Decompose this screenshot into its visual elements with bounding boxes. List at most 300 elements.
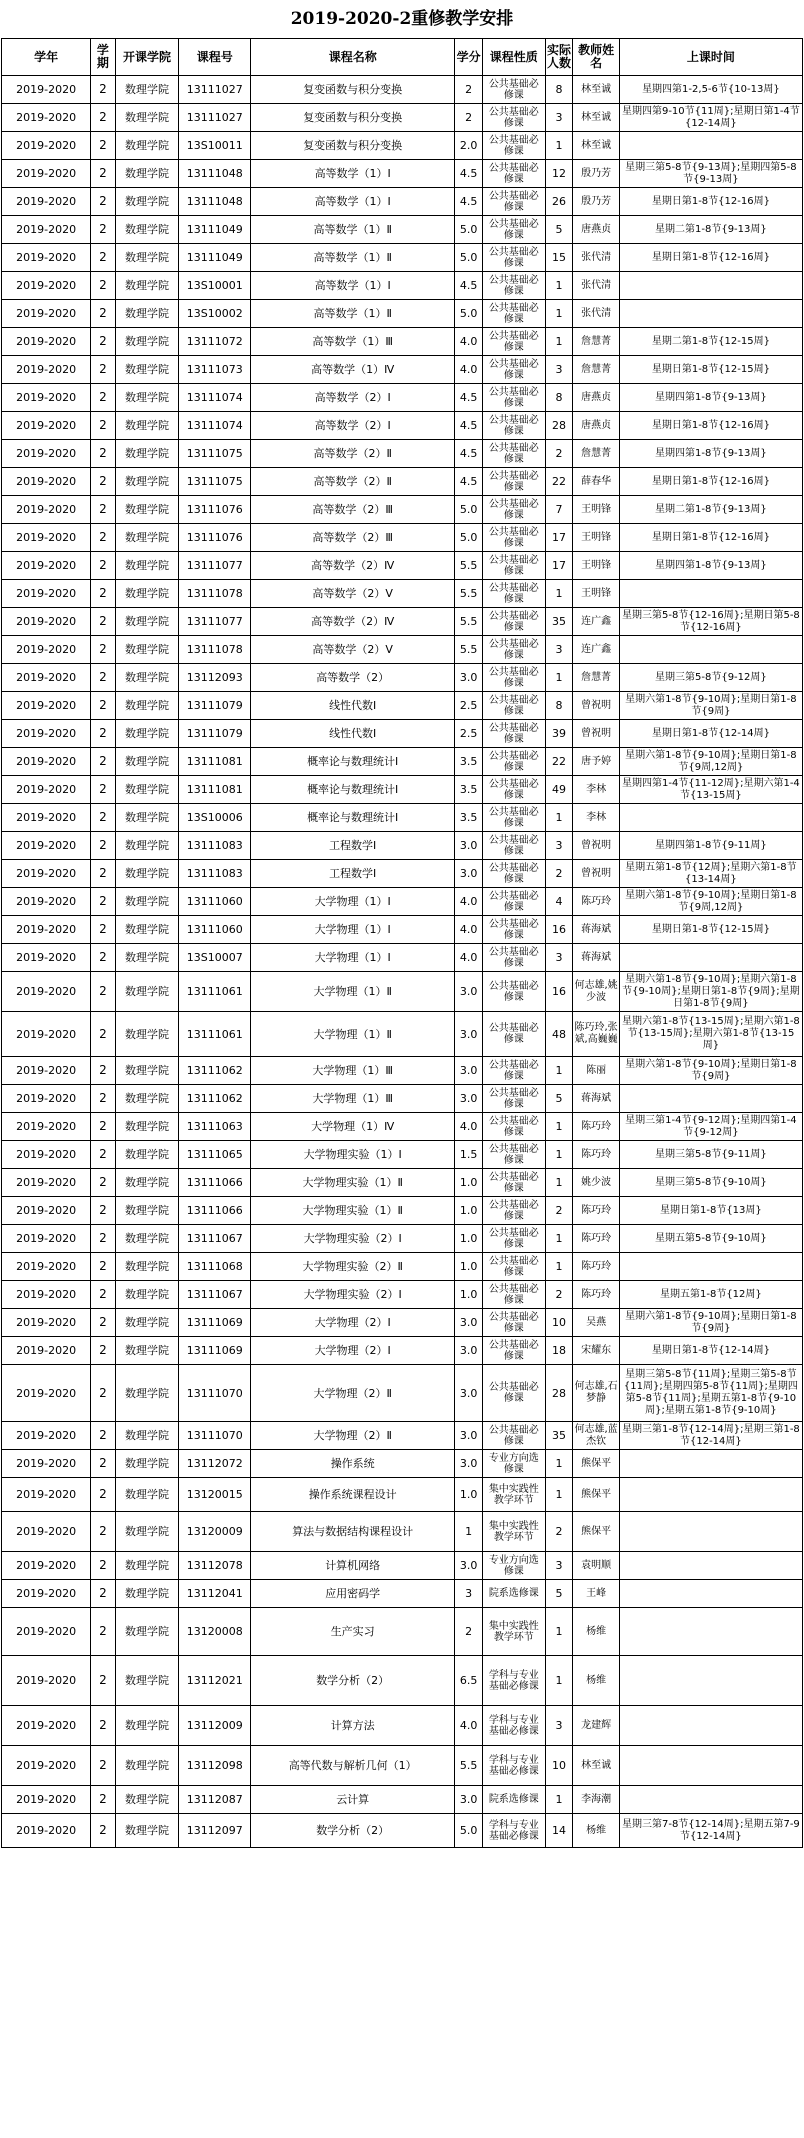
page-title: 2019-2020-2重修教学安排: [290, 9, 514, 29]
cell-college: 数理学院: [115, 384, 179, 412]
table-row: [2, 412, 803, 440]
cell-college: 数理学院: [115, 1141, 179, 1169]
cell-credit: 3.0: [455, 1057, 483, 1085]
cell-credit: 4.0: [455, 356, 483, 384]
cell-time: 星期二第1-8节{12-15周}: [619, 328, 802, 356]
cell-term: 2: [91, 244, 115, 272]
cell-nature: 公共基础必修课: [483, 76, 546, 104]
cell-credit: 5.5: [455, 580, 483, 608]
cell-college: 数理学院: [115, 1085, 179, 1113]
cell-name: 大学物理实验（1）Ⅱ: [251, 1197, 455, 1225]
cell-college: 数理学院: [115, 300, 179, 328]
cell-teacher: 蒋海斌: [573, 1085, 619, 1113]
cell-code: 13111076: [179, 496, 251, 524]
cell-name: 大学物理（1）Ⅲ: [251, 1057, 455, 1085]
cell-term: 2: [91, 776, 115, 804]
cell-time: [619, 1786, 802, 1814]
cell-nature: 院系选修课: [483, 1786, 546, 1814]
table-row: [2, 468, 803, 496]
cell-nature: 集中实践性教学环节: [483, 1608, 546, 1656]
cell-time: 星期二第1-8节{9-13周}: [619, 496, 802, 524]
cell-name: 线性代数Ⅰ: [251, 692, 455, 720]
cell-college: 数理学院: [115, 216, 179, 244]
cell-credit: 1.0: [455, 1478, 483, 1512]
cell-code: 13S10011: [179, 132, 251, 160]
cell-college: 数理学院: [115, 1309, 179, 1337]
cell-name: 高等数学（2）Ⅱ: [251, 440, 455, 468]
cell-nature: 公共基础必修课: [483, 412, 546, 440]
cell-nature: 公共基础必修课: [483, 1197, 546, 1225]
cell-college: 数理学院: [115, 608, 179, 636]
cell-time: [619, 1608, 802, 1656]
cell-teacher: 林至诚: [573, 104, 619, 132]
cell-college: 数理学院: [115, 1450, 179, 1478]
cell-count: 1: [545, 1057, 573, 1085]
cell-name: 计算方法: [251, 1706, 455, 1746]
cell-college: 数理学院: [115, 1365, 179, 1422]
cell-code: 13111061: [179, 972, 251, 1012]
cell-teacher: 宋耀东: [573, 1337, 619, 1365]
cell-teacher: 连广鑫: [573, 608, 619, 636]
cell-code: 13111065: [179, 1141, 251, 1169]
cell-nature: 公共基础必修课: [483, 328, 546, 356]
cell-college: 数理学院: [115, 1580, 179, 1608]
cell-count: 26: [545, 188, 573, 216]
cell-nature: 公共基础必修课: [483, 1113, 546, 1141]
cell-code: 13111061: [179, 1012, 251, 1057]
cell-teacher: 袁明顺: [573, 1552, 619, 1580]
cell-term: 2: [91, 1656, 115, 1706]
cell-nature: 公共基础必修课: [483, 1253, 546, 1281]
table-row: [2, 1706, 803, 1746]
cell-count: 5: [545, 1580, 573, 1608]
cell-term: 2: [91, 1422, 115, 1450]
table-row: [2, 1608, 803, 1656]
cell-teacher: 唐燕贞: [573, 384, 619, 412]
cell-year: 2019-2020: [2, 1169, 91, 1197]
cell-term: 2: [91, 636, 115, 664]
cell-credit: 4.0: [455, 944, 483, 972]
table-row: [2, 1253, 803, 1281]
table-row: [2, 720, 803, 748]
cell-count: 1: [545, 1141, 573, 1169]
cell-nature: 公共基础必修课: [483, 1309, 546, 1337]
cell-name: 大学物理（2）Ⅰ: [251, 1337, 455, 1365]
table-row: [2, 300, 803, 328]
cell-teacher: 王明锋: [573, 524, 619, 552]
cell-college: 数理学院: [115, 1057, 179, 1085]
cell-count: 3: [545, 1706, 573, 1746]
cell-code: 13111062: [179, 1085, 251, 1113]
cell-term: 2: [91, 104, 115, 132]
cell-term: 2: [91, 1057, 115, 1085]
cell-name: 高等数学（2）Ⅱ: [251, 468, 455, 496]
cell-nature: 公共基础必修课: [483, 1085, 546, 1113]
cell-time: [619, 1450, 802, 1478]
cell-code: 13111070: [179, 1422, 251, 1450]
table-row: [2, 608, 803, 636]
cell-term: 2: [91, 832, 115, 860]
cell-code: 13111081: [179, 748, 251, 776]
cell-credit: 1.0: [455, 1225, 483, 1253]
cell-college: 数理学院: [115, 972, 179, 1012]
cell-name: 大学物理（1）Ⅰ: [251, 944, 455, 972]
cell-year: 2019-2020: [2, 1365, 91, 1422]
cell-time: 星期五第1-8节{12周};星期六第1-8节{13-14周}: [619, 860, 802, 888]
cell-credit: 5.0: [455, 496, 483, 524]
cell-name: 大学物理（1）Ⅰ: [251, 916, 455, 944]
cell-term: 2: [91, 132, 115, 160]
cell-year: 2019-2020: [2, 188, 91, 216]
cell-college: 数理学院: [115, 664, 179, 692]
cell-code: 13111060: [179, 916, 251, 944]
cell-year: 2019-2020: [2, 1197, 91, 1225]
cell-college: 数理学院: [115, 944, 179, 972]
table-row: [2, 328, 803, 356]
cell-college: 数理学院: [115, 356, 179, 384]
cell-year: 2019-2020: [2, 748, 91, 776]
cell-nature: 公共基础必修课: [483, 440, 546, 468]
cell-count: 1: [545, 300, 573, 328]
table-row: [2, 356, 803, 384]
cell-time: 星期日第1-8节{12-16周}: [619, 412, 802, 440]
cell-term: 2: [91, 664, 115, 692]
cell-college: 数理学院: [115, 524, 179, 552]
cell-nature: 公共基础必修课: [483, 748, 546, 776]
cell-nature: 公共基础必修课: [483, 664, 546, 692]
cell-credit: 2: [455, 1608, 483, 1656]
cell-year: 2019-2020: [2, 916, 91, 944]
cell-teacher: 唐予婷: [573, 748, 619, 776]
cell-term: 2: [91, 1365, 115, 1422]
cell-count: 8: [545, 692, 573, 720]
cell-name: 应用密码学: [251, 1580, 455, 1608]
cell-teacher: 龙建辉: [573, 1706, 619, 1746]
cell-code: 13111062: [179, 1057, 251, 1085]
cell-count: 22: [545, 468, 573, 496]
cell-teacher: 陈巧玲: [573, 1225, 619, 1253]
cell-count: 1: [545, 272, 573, 300]
cell-code: 13112078: [179, 1552, 251, 1580]
cell-code: 13111069: [179, 1309, 251, 1337]
cell-term: 2: [91, 692, 115, 720]
cell-term: 2: [91, 552, 115, 580]
cell-count: 1: [545, 664, 573, 692]
cell-year: 2019-2020: [2, 636, 91, 664]
header-credit: 学分: [455, 39, 483, 76]
cell-teacher: 熊保平: [573, 1450, 619, 1478]
cell-nature: 学科与专业基础必修课: [483, 1706, 546, 1746]
cell-time: 星期四第1-4节{11-12周};星期六第1-4节{13-15周}: [619, 776, 802, 804]
cell-count: 10: [545, 1746, 573, 1786]
cell-code: 13112093: [179, 664, 251, 692]
cell-teacher: 唐燕贞: [573, 216, 619, 244]
cell-year: 2019-2020: [2, 1814, 91, 1848]
cell-teacher: 詹慧菁: [573, 664, 619, 692]
cell-term: 2: [91, 1141, 115, 1169]
cell-time: 星期六第1-8节{13-15周};星期六第1-8节{13-15周};星期六第1-8节{13-15周}: [619, 1012, 802, 1057]
cell-term: 2: [91, 328, 115, 356]
table-row: [2, 664, 803, 692]
cell-nature: 公共基础必修课: [483, 356, 546, 384]
cell-teacher: 何志雄,蓝杰钦: [573, 1422, 619, 1450]
cell-count: 1: [545, 1169, 573, 1197]
cell-time: 星期日第1-8节{12-16周}: [619, 524, 802, 552]
cell-code: 13111048: [179, 160, 251, 188]
cell-year: 2019-2020: [2, 832, 91, 860]
cell-time: 星期三第5-8节{9-13周};星期四第5-8节{9-13周}: [619, 160, 802, 188]
cell-code: 13120009: [179, 1512, 251, 1552]
table-row: [2, 552, 803, 580]
cell-name: 大学物理（1）Ⅱ: [251, 972, 455, 1012]
cell-teacher: 蒋海斌: [573, 916, 619, 944]
cell-code: 13111079: [179, 720, 251, 748]
cell-year: 2019-2020: [2, 1057, 91, 1085]
cell-credit: 5.0: [455, 216, 483, 244]
cell-code: 13111075: [179, 468, 251, 496]
cell-term: 2: [91, 748, 115, 776]
cell-college: 数理学院: [115, 1197, 179, 1225]
cell-college: 数理学院: [115, 1478, 179, 1512]
cell-code: 13S10007: [179, 944, 251, 972]
cell-time: 星期四第1-2,5-6节{10-13周}: [619, 76, 802, 104]
header-row: [2, 39, 803, 76]
cell-time: 星期六第1-8节{9-10周};星期日第1-8节{9周,12周}: [619, 748, 802, 776]
cell-nature: 公共基础必修课: [483, 888, 546, 916]
cell-count: 35: [545, 608, 573, 636]
cell-term: 2: [91, 1309, 115, 1337]
cell-nature: 公共基础必修课: [483, 1012, 546, 1057]
cell-count: 3: [545, 832, 573, 860]
cell-count: 3: [545, 104, 573, 132]
cell-name: 大学物理（2）Ⅱ: [251, 1365, 455, 1422]
cell-credit: 4.0: [455, 1113, 483, 1141]
cell-time: 星期五第5-8节{9-10周}: [619, 1225, 802, 1253]
cell-code: 13111083: [179, 832, 251, 860]
cell-name: 高等数学（1）Ⅳ: [251, 356, 455, 384]
cell-teacher: 詹慧菁: [573, 440, 619, 468]
table-row: [2, 1225, 803, 1253]
cell-credit: 2: [455, 104, 483, 132]
cell-credit: 3.0: [455, 1085, 483, 1113]
cell-college: 数理学院: [115, 1608, 179, 1656]
cell-nature: 专业方向选修课: [483, 1552, 546, 1580]
header-teacher: 教师姓名: [573, 39, 619, 76]
cell-code: 13112009: [179, 1706, 251, 1746]
cell-term: 2: [91, 1225, 115, 1253]
cell-credit: 3.0: [455, 664, 483, 692]
cell-name: 高等数学（2）Ⅴ: [251, 636, 455, 664]
cell-count: 3: [545, 636, 573, 664]
cell-count: 8: [545, 384, 573, 412]
header-count: 实际人数: [545, 39, 573, 76]
cell-name: 高等代数与解析几何（1）: [251, 1746, 455, 1786]
cell-time: [619, 944, 802, 972]
cell-count: 8: [545, 76, 573, 104]
cell-time: 星期日第1-8节{12-15周}: [619, 916, 802, 944]
cell-count: 1: [545, 804, 573, 832]
cell-credit: 3: [455, 1580, 483, 1608]
schedule-table: [1, 38, 803, 1848]
cell-time: [619, 132, 802, 160]
cell-nature: 公共基础必修课: [483, 916, 546, 944]
cell-nature: 学科与专业基础必修课: [483, 1814, 546, 1848]
cell-credit: 5.0: [455, 244, 483, 272]
cell-credit: 5.5: [455, 1746, 483, 1786]
cell-count: 39: [545, 720, 573, 748]
table-row: [2, 496, 803, 524]
cell-name: 高等数学（2）Ⅴ: [251, 580, 455, 608]
cell-name: 高等数学（2）Ⅳ: [251, 552, 455, 580]
cell-code: 13111067: [179, 1281, 251, 1309]
cell-credit: 4.0: [455, 1706, 483, 1746]
cell-time: 星期日第1-8节{12-16周}: [619, 244, 802, 272]
cell-credit: 1: [455, 1512, 483, 1552]
cell-credit: 4.0: [455, 916, 483, 944]
cell-college: 数理学院: [115, 104, 179, 132]
cell-college: 数理学院: [115, 1706, 179, 1746]
cell-credit: 3.0: [455, 1337, 483, 1365]
cell-credit: 4.5: [455, 440, 483, 468]
cell-count: 35: [545, 1422, 573, 1450]
cell-teacher: 曾祝明: [573, 692, 619, 720]
table-row: [2, 636, 803, 664]
cell-count: 10: [545, 1309, 573, 1337]
cell-credit: 4.5: [455, 188, 483, 216]
cell-year: 2019-2020: [2, 328, 91, 356]
cell-credit: 4.0: [455, 888, 483, 916]
table-row: [2, 1113, 803, 1141]
cell-credit: 1.0: [455, 1281, 483, 1309]
cell-count: 2: [545, 1281, 573, 1309]
cell-nature: 公共基础必修课: [483, 1057, 546, 1085]
cell-year: 2019-2020: [2, 720, 91, 748]
cell-credit: 2: [455, 76, 483, 104]
cell-college: 数理学院: [115, 1225, 179, 1253]
cell-year: 2019-2020: [2, 664, 91, 692]
table-row: [2, 860, 803, 888]
cell-year: 2019-2020: [2, 216, 91, 244]
cell-college: 数理学院: [115, 1814, 179, 1848]
cell-college: 数理学院: [115, 160, 179, 188]
cell-count: 2: [545, 440, 573, 468]
cell-name: 线性代数Ⅰ: [251, 720, 455, 748]
cell-count: 5: [545, 1085, 573, 1113]
cell-time: [619, 804, 802, 832]
cell-college: 数理学院: [115, 272, 179, 300]
cell-college: 数理学院: [115, 1786, 179, 1814]
cell-year: 2019-2020: [2, 104, 91, 132]
cell-code: 13111049: [179, 216, 251, 244]
cell-teacher: 陈巧玲: [573, 1113, 619, 1141]
cell-time: [619, 580, 802, 608]
table-row: [2, 104, 803, 132]
cell-year: 2019-2020: [2, 1012, 91, 1057]
cell-year: 2019-2020: [2, 412, 91, 440]
table-row: [2, 1512, 803, 1552]
table-row: [2, 1281, 803, 1309]
cell-code: 13111027: [179, 104, 251, 132]
table-row: [2, 1422, 803, 1450]
cell-count: 3: [545, 356, 573, 384]
cell-term: 2: [91, 1478, 115, 1512]
cell-code: 13112041: [179, 1580, 251, 1608]
cell-count: 5: [545, 216, 573, 244]
cell-year: 2019-2020: [2, 160, 91, 188]
cell-nature: 公共基础必修课: [483, 1141, 546, 1169]
cell-time: 星期三第7-8节{12-14周};星期五第7-9节{12-14周}: [619, 1814, 802, 1848]
cell-count: 1: [545, 580, 573, 608]
cell-college: 数理学院: [115, 1281, 179, 1309]
table-row: [2, 1656, 803, 1706]
cell-name: 工程数学Ⅰ: [251, 832, 455, 860]
cell-name: 概率论与数理统计Ⅰ: [251, 776, 455, 804]
cell-term: 2: [91, 1608, 115, 1656]
cell-credit: 1.5: [455, 1141, 483, 1169]
cell-term: 2: [91, 1814, 115, 1848]
cell-term: 2: [91, 580, 115, 608]
cell-credit: 5.5: [455, 608, 483, 636]
cell-credit: 3.0: [455, 972, 483, 1012]
cell-term: 2: [91, 608, 115, 636]
cell-time: 星期四第1-8节{9-13周}: [619, 440, 802, 468]
cell-term: 2: [91, 496, 115, 524]
cell-teacher: 吴燕: [573, 1309, 619, 1337]
cell-term: 2: [91, 188, 115, 216]
table-row: [2, 1580, 803, 1608]
cell-credit: 5.0: [455, 524, 483, 552]
cell-nature: 院系选修课: [483, 1580, 546, 1608]
cell-code: 13111060: [179, 888, 251, 916]
cell-teacher: 杨维: [573, 1608, 619, 1656]
cell-credit: 4.5: [455, 384, 483, 412]
cell-year: 2019-2020: [2, 804, 91, 832]
cell-term: 2: [91, 216, 115, 244]
cell-teacher: 王明锋: [573, 552, 619, 580]
cell-nature: 公共基础必修课: [483, 776, 546, 804]
cell-code: 13112021: [179, 1656, 251, 1706]
table-row: [2, 272, 803, 300]
table-row: [2, 1012, 803, 1057]
cell-nature: 公共基础必修课: [483, 1281, 546, 1309]
cell-name: 算法与数据结构课程设计: [251, 1512, 455, 1552]
cell-name: 高等数学（1）Ⅱ: [251, 216, 455, 244]
table-row: [2, 1169, 803, 1197]
cell-college: 数理学院: [115, 636, 179, 664]
cell-teacher: 王峰: [573, 1580, 619, 1608]
cell-nature: 公共基础必修课: [483, 216, 546, 244]
cell-year: 2019-2020: [2, 776, 91, 804]
cell-name: 复变函数与积分变换: [251, 132, 455, 160]
cell-name: 云计算: [251, 1786, 455, 1814]
cell-count: 1: [545, 328, 573, 356]
header-time: 上课时间: [619, 39, 802, 76]
cell-time: 星期日第1-8节{12-16周}: [619, 188, 802, 216]
cell-term: 2: [91, 440, 115, 468]
cell-credit: 3.0: [455, 1365, 483, 1422]
cell-credit: 3.5: [455, 748, 483, 776]
table-row: [2, 1085, 803, 1113]
cell-teacher: 陈巧玲,张斌,高巍巍: [573, 1012, 619, 1057]
cell-time: 星期六第1-8节{9-10周};星期六第1-8节{9-10周};星期日第1-8节{9周};星期日第1-8节{9周}: [619, 972, 802, 1012]
cell-time: 星期日第1-8节{13周}: [619, 1197, 802, 1225]
cell-credit: 4.5: [455, 160, 483, 188]
cell-count: 12: [545, 160, 573, 188]
table-row: [2, 1786, 803, 1814]
table-row: [2, 748, 803, 776]
cell-year: 2019-2020: [2, 1450, 91, 1478]
cell-year: 2019-2020: [2, 1512, 91, 1552]
